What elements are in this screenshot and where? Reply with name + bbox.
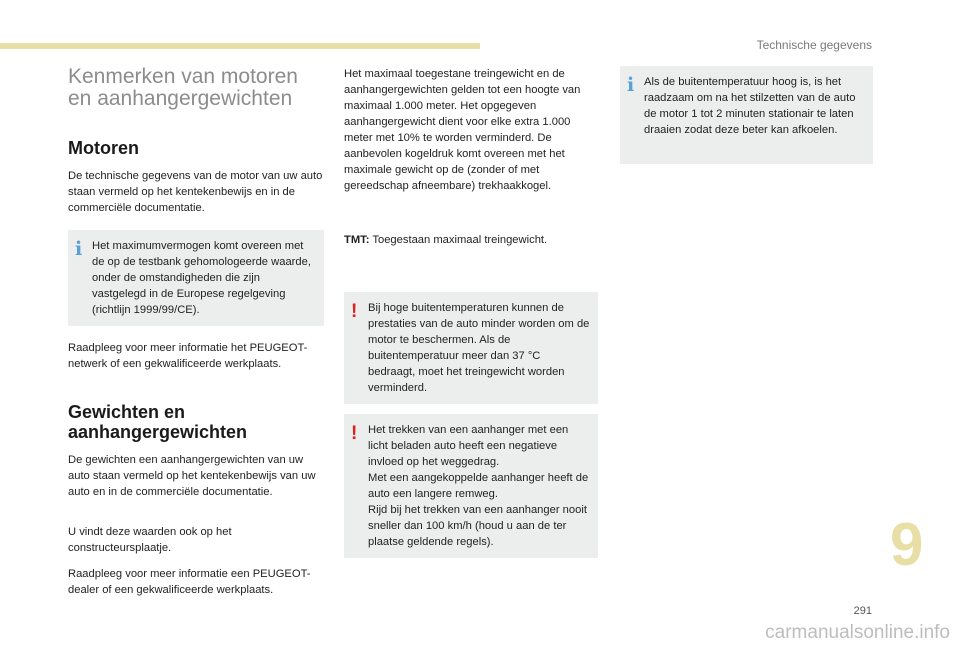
max-weight-paragraph: Het maximaal toegestane treingewicht en de aanhangergewichten gelden tot een hoogte van maximaal 1.000 meter. Het opgegeven aanhangergewicht dient voor elke extra 1.000 meter met 10% te worden verminderd. De aanbevolen kogeldruk komt overeen met het maximale gewicht op de (zonder of met gereedschap afneembare) trekhaakkogel. [344, 68, 581, 192]
warning-box-towing [344, 414, 598, 558]
gewichten-reference: Raadpleeg voor meer informatie een PEUGEOT-dealer of een gekwalificeerde werkplaats. [68, 568, 311, 596]
motoren-paragraph: De technische gegevens van de motor van uw auto staan vermeld op het kentekenbewijs en in de commerciële documentatie. [68, 170, 323, 214]
tmt-label: TMT: [344, 234, 370, 246]
column-right [620, 66, 873, 178]
page-title-line-2: en aanhangergewichten [68, 87, 293, 110]
warning-box-line-3: Rijd bij het trekken van een aanhanger nooit sneller dan 100 km/h (houd u aan de ter plaatse geldende regels). [368, 504, 587, 548]
motoren-reference: Raadpleeg voor meer informatie het PEUGEOT-netwerk of een gekwalificeerde werkplaats. [68, 342, 308, 370]
column-middle [344, 66, 598, 572]
heading-gewichten-line-2: aanhangergewichten [68, 422, 248, 442]
warning-box-line-1: Het trekken van een aanhanger met een licht beladen auto heeft een negatieve invloed op het weggedrag. [368, 424, 569, 468]
column-left [68, 66, 324, 612]
chapter-number: 9 [890, 511, 924, 578]
tmt-definition [344, 232, 598, 248]
heading-gewichten [68, 402, 324, 442]
header-accent-bar [0, 43, 480, 49]
watermark: carmanualsonline.info [765, 622, 950, 643]
heading-gewichten-line-1: Gewichten en [68, 402, 186, 422]
gewichten-paragraph: De gewichten een aanhangergewichten van uw auto staan vermeld op het kentekenbewijs van uw auto en in de commerciële documentatie. [68, 454, 316, 498]
page-title [68, 66, 324, 110]
info-box-text: Als de buitentemperatuur hoog is, is het raadzaam om na het stilzetten van de auto de motor 1 tot 2 minuten stationair te laten draaien zodat deze beter kan afkoelen. [644, 76, 856, 136]
warning-icon: ! [351, 301, 358, 322]
info-box-motoren [68, 230, 324, 326]
info-icon: i [627, 74, 635, 96]
info-box-cooling [620, 66, 873, 164]
page-number: 291 [853, 605, 872, 617]
info-icon: i [75, 238, 83, 260]
section-label: Technische gegevens [756, 38, 872, 52]
plaatje-paragraph: U vindt deze waarden ook op het constructeursplaatje. [68, 526, 232, 554]
info-box-text: Het maximumvermogen komt overeen met de op de testbank gehomologeerde waarde, onder de omstandigheden die zijn vastgelegd in de Europese regelgeving (richtlijn 1999/99/CE). [92, 240, 311, 316]
page-title-line-1: Kenmerken van motoren [68, 65, 298, 88]
warning-box-text: Bij hoge buitentemperaturen kunnen de prestaties van de auto minder worden om de motor te beschermen. Als de buitentemperatuur meer dan 37 °C bedraagt, moet het treingewicht worden verminderd. [368, 302, 590, 394]
tmt-text: Toegestaan maximaal treingewicht. [369, 234, 548, 246]
heading-motoren: Motoren [68, 138, 139, 158]
warning-box-line-2: Met een aangekoppelde aanhanger heeft de auto een langere remweg. [368, 472, 589, 500]
warning-box-temperature [344, 292, 598, 404]
warning-icon: ! [351, 423, 358, 444]
